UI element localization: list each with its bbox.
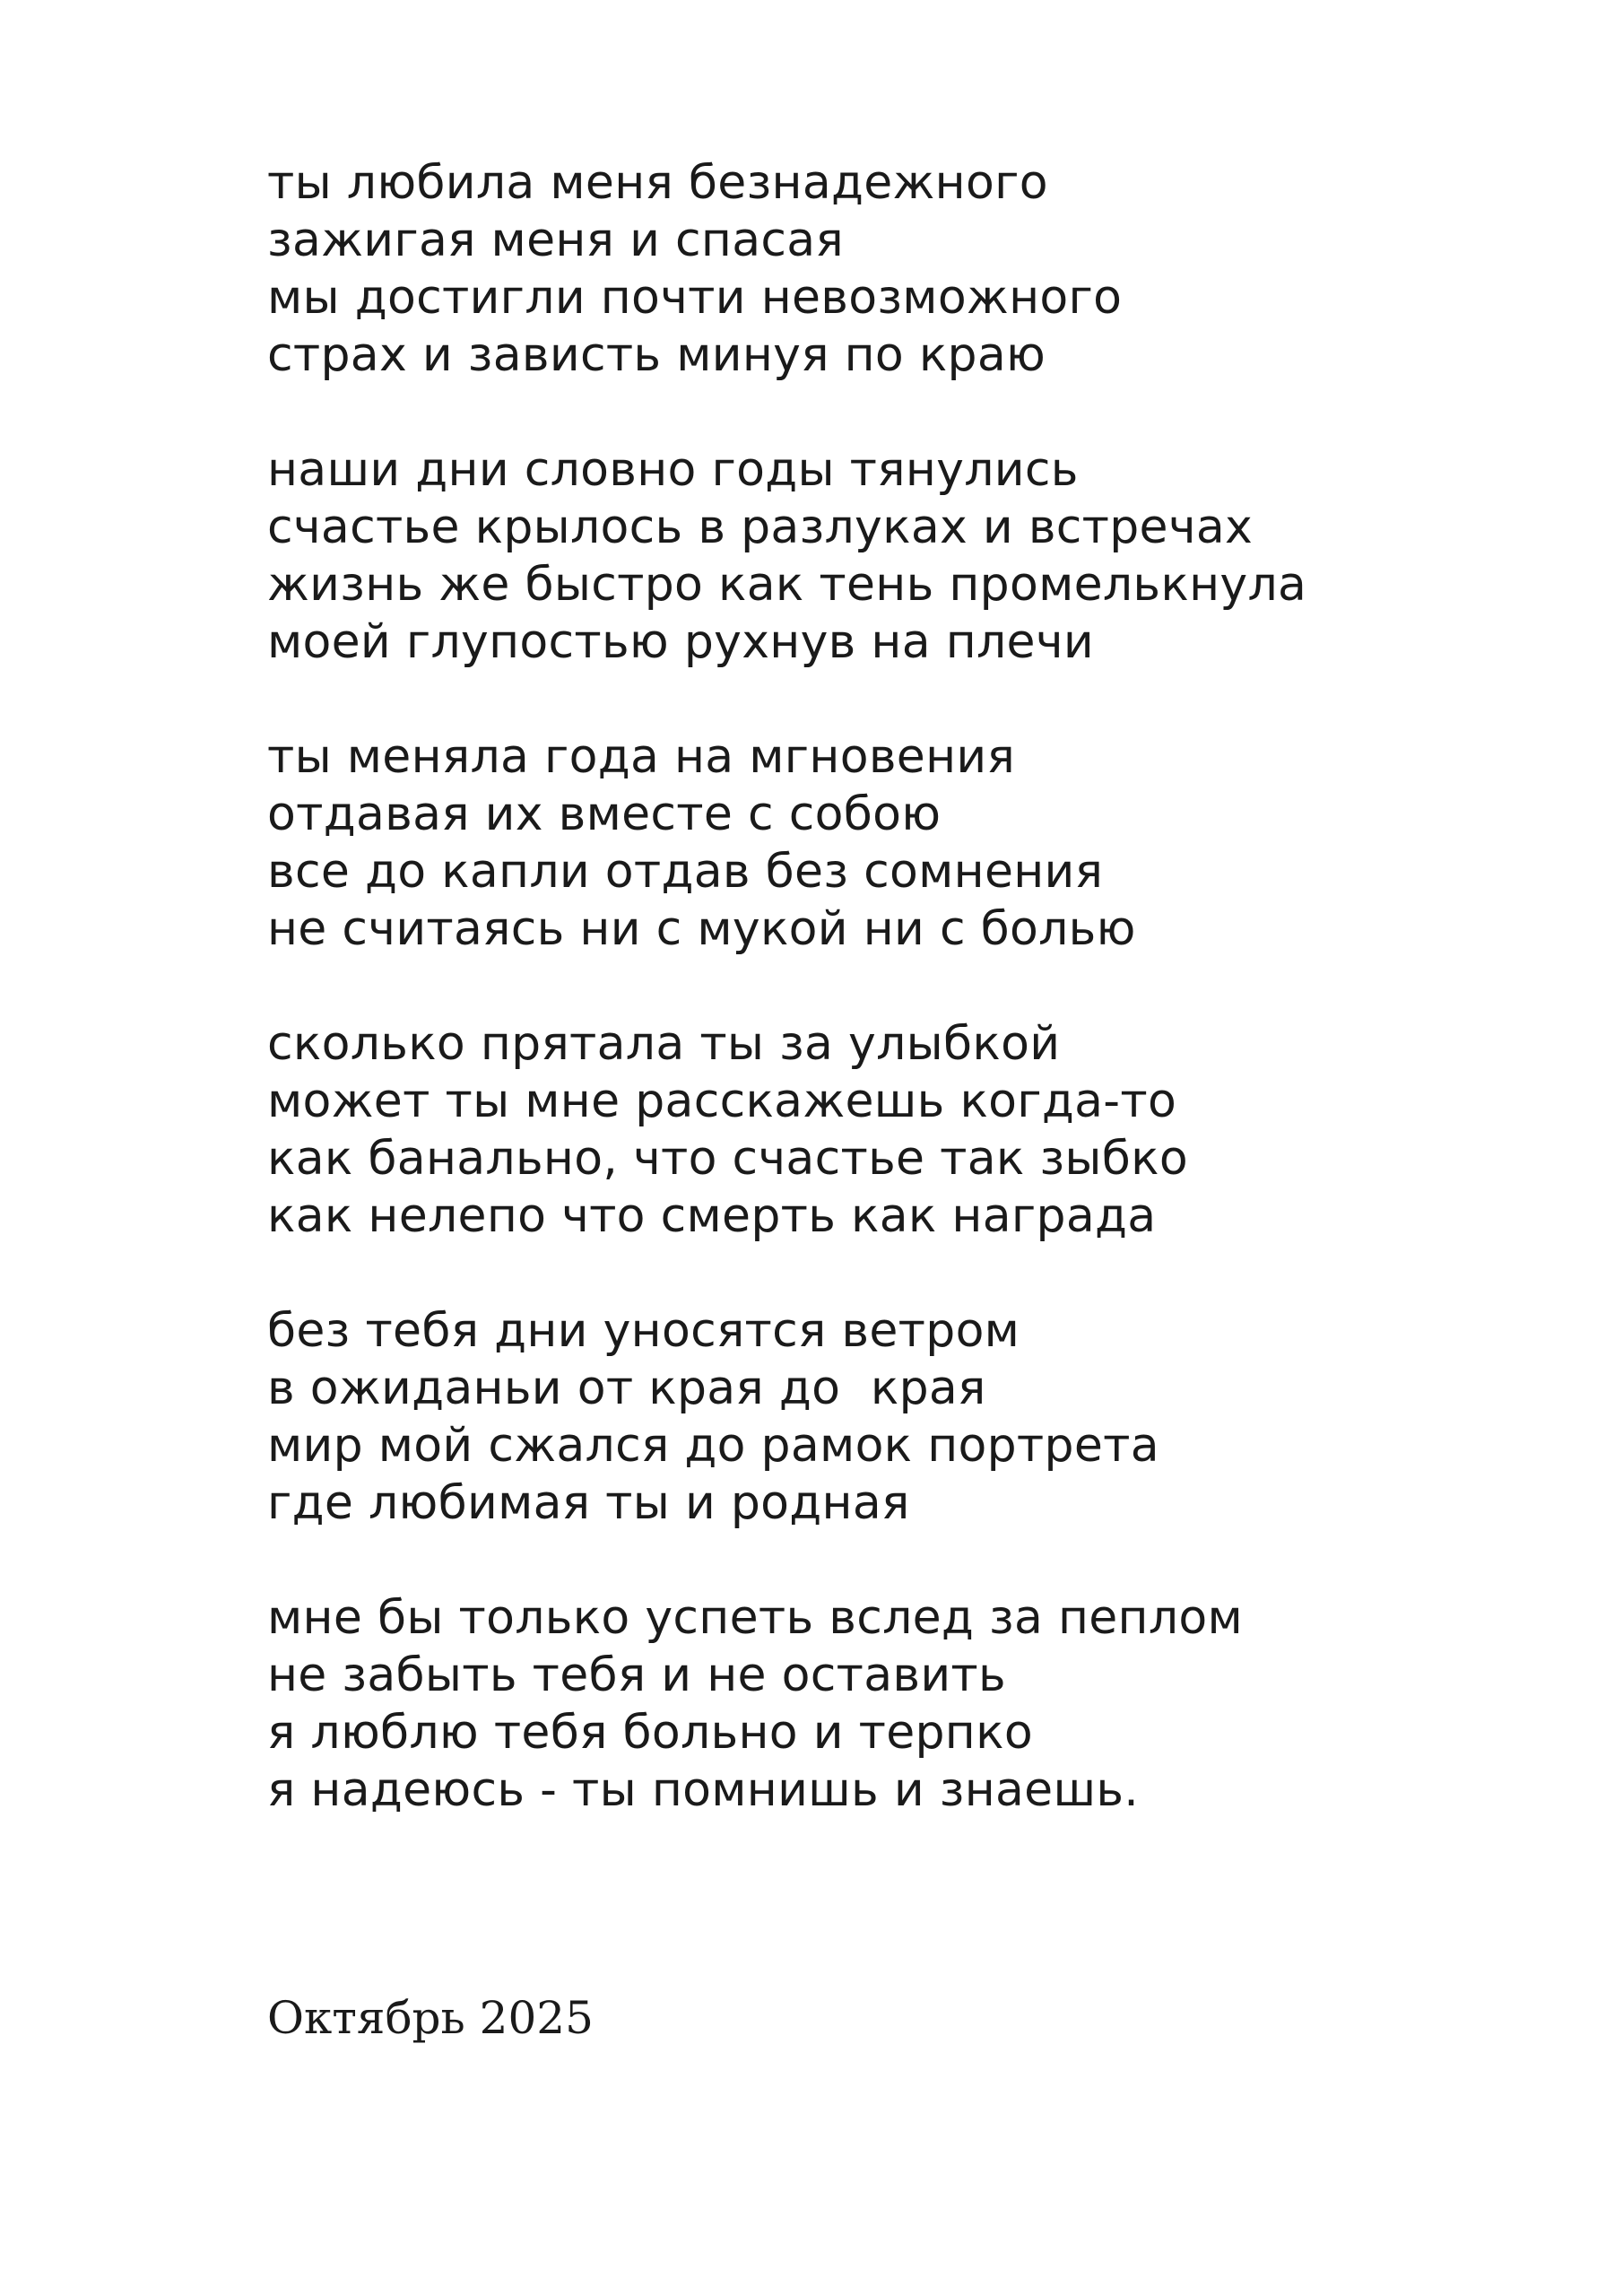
poem-line: отдавая их вместе с собою xyxy=(267,787,942,841)
poem xyxy=(267,154,1523,1819)
stanza-1 xyxy=(267,154,1523,384)
poem-line: зажигая меня и спасая xyxy=(267,213,844,267)
poem-line: наши дни словно годы тянулись xyxy=(267,443,1079,497)
poem-line: моей глупостью рухнув на плечи xyxy=(267,615,1094,669)
poem-line: как нелепо что смерть как награда xyxy=(267,1189,1157,1243)
poem-line: сколько прятала ты за улыбкой xyxy=(267,1017,1061,1071)
poem-line: я надеюсь - ты помнишь и знаешь. xyxy=(267,1763,1140,1817)
stanza-5 xyxy=(267,1302,1523,1532)
poem-line: может ты мне расскажешь когда-то xyxy=(267,1074,1177,1128)
poem-line: не забыть тебя и не оставить xyxy=(267,1648,1006,1702)
stanza-2 xyxy=(267,441,1523,671)
poem-line: мир мой сжался до рамок портрета xyxy=(267,1419,1159,1473)
poem-line: ты любила меня безнадежного xyxy=(267,156,1048,210)
poem-line: мне бы только успеть вслед за пеплом xyxy=(267,1591,1244,1645)
poem-line: счастье крылось в разлуках и встречах xyxy=(267,500,1254,554)
poem-line: где любимая ты и родная xyxy=(267,1476,910,1530)
poem-line: без тебя дни уносятся ветром xyxy=(267,1304,1020,1358)
poem-line: я люблю тебя больно и терпко xyxy=(267,1706,1033,1760)
poem-line: не считаясь ни с мукой ни с болью xyxy=(267,902,1136,956)
poem-line: жизнь же быстро как тень промелькнула xyxy=(267,558,1307,612)
stanza-4 xyxy=(267,1015,1523,1245)
poem-line: страх и зависть минуя по краю xyxy=(267,328,1046,382)
poem-line: как банально, что счастье так зыбко xyxy=(267,1132,1188,1186)
poem-line: в ожиданьи от края до края xyxy=(267,1361,986,1415)
poem-date: Октябрь 2025 xyxy=(267,1992,594,2044)
poem-line: ты меняла года на мгновения xyxy=(267,730,1016,784)
stanza-6 xyxy=(267,1589,1523,1819)
stanza-3 xyxy=(267,728,1523,958)
poem-line: все до капли отдав без сомнения xyxy=(267,845,1104,899)
poem-line: мы достигли почти невозможного xyxy=(267,271,1123,325)
